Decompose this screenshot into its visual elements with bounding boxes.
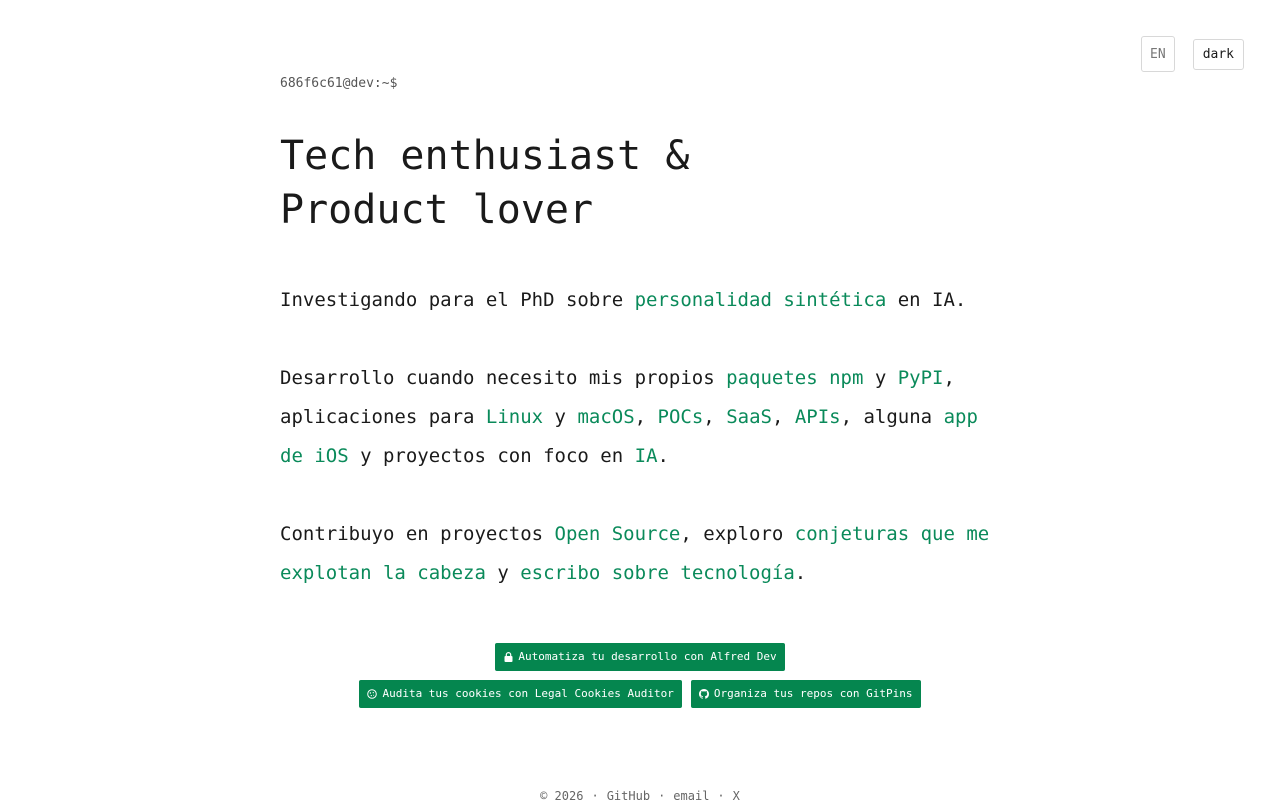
text: en IA.: [886, 289, 967, 311]
macos-link[interactable]: macOS: [577, 406, 635, 428]
text: ,: [703, 406, 727, 428]
text: , alguna: [840, 406, 944, 428]
pocs-link[interactable]: POCs: [657, 406, 704, 428]
linux-link[interactable]: Linux: [485, 406, 544, 428]
text: y: [863, 367, 898, 389]
open-source-link[interactable]: Open Source: [554, 523, 681, 545]
page-title: [280, 129, 1000, 237]
conjectures-link[interactable]: conjeturas que me explotan la cabeza: [280, 523, 990, 584]
gitpins-button[interactable]: [691, 680, 921, 708]
intro-paragraph-contributions: [280, 515, 1000, 593]
project-cta-group: [0, 643, 1280, 708]
alfred-dev-button[interactable]: [495, 643, 784, 671]
npm-packages-link[interactable]: paquetes npm: [726, 367, 864, 389]
footer-email-link[interactable]: email: [673, 789, 710, 803]
ios-app-link[interactable]: app de iOS: [280, 406, 978, 467]
text: ,: [771, 406, 795, 428]
text: ,: [634, 406, 658, 428]
github-icon: [699, 689, 709, 699]
legal-cookies-auditor-button-label: Audita tus cookies con Legal Cookies Auditor: [382, 687, 674, 700]
intro-paragraph-development: [280, 359, 1000, 476]
apis-link[interactable]: APIs: [794, 406, 841, 428]
title-line-1: Tech enthusiast &: [280, 133, 690, 179]
copyright: © 2026: [540, 789, 584, 803]
footer-separator: ·: [658, 789, 666, 803]
intro-paragraph-research: [280, 281, 1000, 320]
text: y: [543, 406, 578, 428]
text: Investigando para el PhD sobre: [280, 289, 635, 311]
title-line-2: Product lover: [280, 187, 594, 233]
cookie-icon: [367, 689, 377, 699]
pypi-link[interactable]: PyPI: [897, 367, 944, 389]
footer: [0, 789, 1280, 803]
tech-blog-link[interactable]: escribo sobre tecnología: [520, 562, 795, 584]
text: , aplicaciones para: [280, 367, 955, 428]
terminal-prompt: 686f6c61@dev:~$: [280, 76, 398, 91]
cta-row-2: [359, 680, 920, 708]
text: y: [485, 562, 521, 584]
text: Desarrollo cuando necesito mis propios: [280, 367, 727, 389]
synthetic-personality-link[interactable]: personalidad sintética: [634, 289, 887, 311]
top-controls: [1141, 36, 1244, 72]
footer-github-link[interactable]: GitHub: [606, 789, 651, 803]
cta-row-1: [495, 643, 784, 671]
ai-link[interactable]: IA: [634, 445, 658, 467]
text: Contribuyo en proyectos: [280, 523, 555, 545]
footer-separator: ·: [717, 789, 725, 803]
language-toggle-button[interactable]: EN: [1141, 36, 1175, 72]
footer-separator: ·: [591, 789, 599, 803]
text: y proyectos con foco en: [348, 445, 635, 467]
text: .: [794, 562, 807, 584]
theme-toggle-button[interactable]: dark: [1193, 39, 1244, 70]
saas-link[interactable]: SaaS: [726, 406, 772, 428]
main-content: [280, 76, 1000, 593]
footer-x-link[interactable]: X: [732, 789, 740, 803]
text: , exploro: [680, 523, 795, 545]
gitpins-button-label: Organiza tus repos con GitPins: [713, 687, 913, 700]
lock-icon: [503, 652, 513, 662]
alfred-dev-button-label: Automatiza tu desarrollo con Alfred Dev: [518, 650, 777, 663]
legal-cookies-auditor-button[interactable]: [359, 680, 681, 708]
text: .: [657, 445, 669, 467]
